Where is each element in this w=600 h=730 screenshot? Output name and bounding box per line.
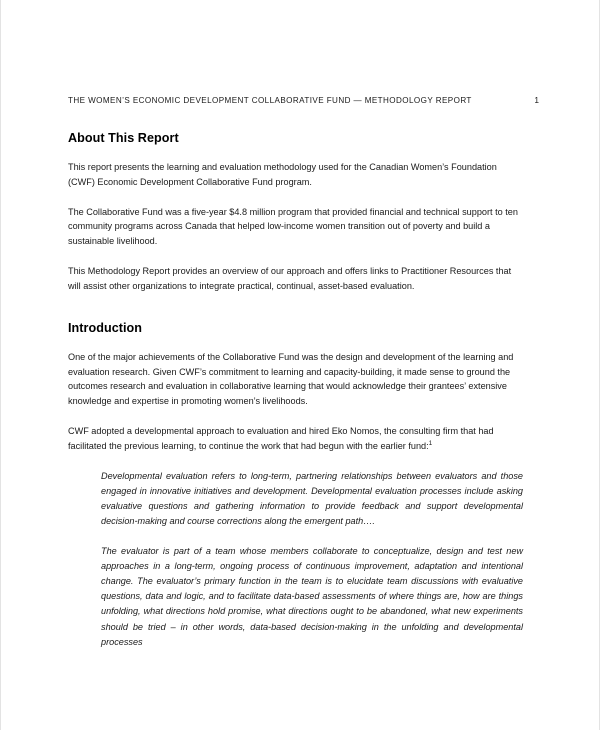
paragraph-about-2: The Collaborative Fund was a five-year $4.8 million program that provided financial and technical support to ten community programs across Canada that helped low-income women transition out of poverty and build a sustainable livelihood. — [68, 206, 518, 246]
footnote-reference-marker: 1 — [428, 439, 433, 447]
section-introduction — [68, 321, 526, 650]
blockquote-developmental-evaluation — [68, 469, 526, 530]
running-header — [68, 95, 539, 105]
heading-introduction: Introduction — [68, 321, 143, 336]
paragraph-introduction-1: One of the major achievements of the Collaborative Fund was the design and development of the learning and evaluation research. Given CWF’s commitment to learning and capacity-building, it made sense to ground the outcomes research and evaluation in collaborative learning that would acknowledge their grantees’ extensive knowledge and expertise in promoting women’s livelihoods. — [68, 352, 514, 406]
heading-about-this-report: About This Report — [68, 131, 179, 145]
paragraph-introduction-footnoted — [68, 424, 526, 453]
section-about-this-report — [68, 131, 526, 293]
blockquote-evaluator-role — [68, 544, 526, 650]
page-number: 1 — [534, 95, 539, 105]
paragraph-about-3: This Methodology Report provides an overview of our approach and offers links to Practitioner Resources that will assist other organizations to integrate practical, continual, asset-based evaluation. — [68, 265, 512, 291]
paragraph-about-1: This report presents the learning and evaluation methodology used for the Canadian Women’s Foundation (CWF) Economic Development Collaborative Fund program. — [68, 162, 497, 187]
blockquote-text-2: The evaluator is part of a team whose members collaborate to conceptualize, design and test new approaches in a long-term, ongoing process of continuous improvement, adaptation and intentional change. The evaluator’s primary function in the team is to elucidate team discussions with evaluative questions, data and logic, and to facilitate data-based assessments of where things are, how are things unfolding, what directions hold promise, what directions ought to be abandoned, what new experiments should be tried – in other words, data-based decision-making in the unfolding and developmental processes — [101, 545, 523, 647]
document-body — [68, 131, 526, 650]
paragraph-introduction-footnoted-text: CWF adopted a developmental approach to evaluation and hired Eko Nomos, the consulting firm that had facilitated the previous learning, to continue the work that had begun with the earlier fund: — [68, 426, 494, 451]
running-header-title: THE WOMEN’S ECONOMIC DEVELOPMENT COLLABORATIVE FUND — METHODOLOGY REPORT — [68, 96, 472, 105]
blockquote-text-1: Developmental evaluation refers to long-term, partnering relationships between evaluators and those engaged in innovative initiatives and development. Developmental evaluation processes include asking evaluative questions and gathering information to provide feedback and support developmental decision-making and course corrections along the emergent path…. — [101, 470, 523, 527]
